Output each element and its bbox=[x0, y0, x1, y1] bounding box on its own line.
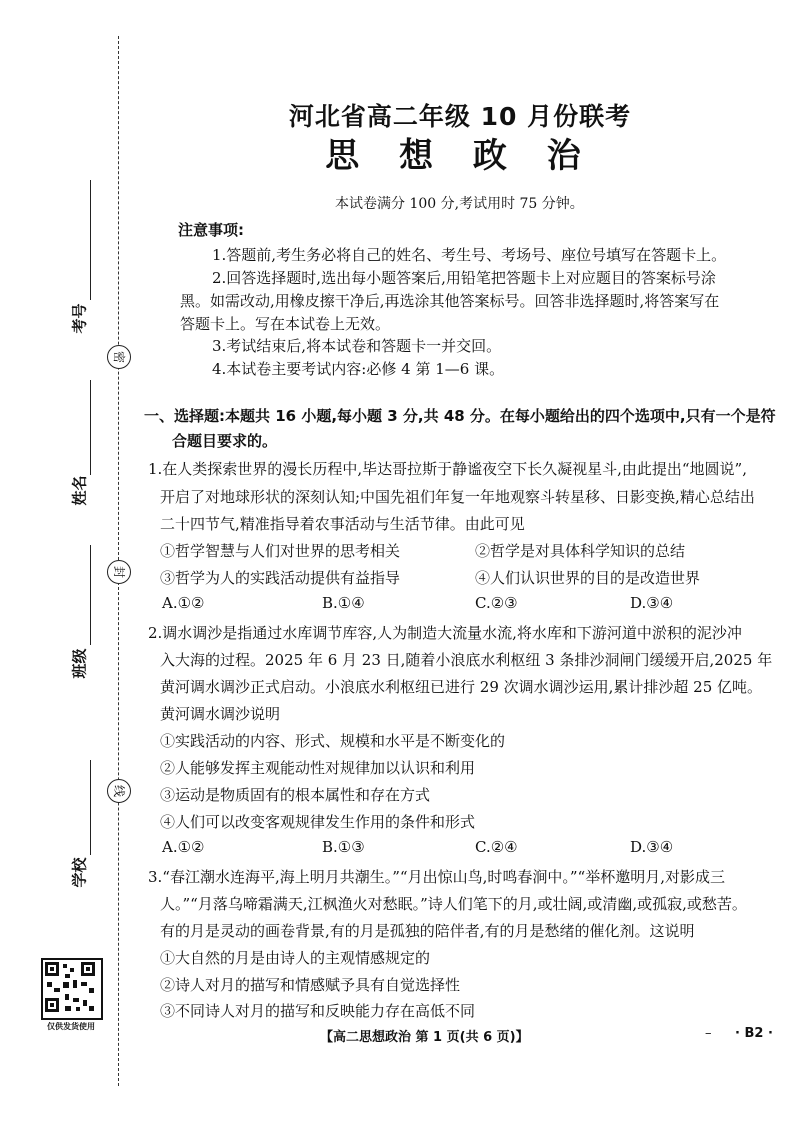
notice-item-3: 3.考试结束后,将本试卷和答题卡一并交回。 bbox=[212, 337, 502, 355]
qr-caption: 仅供发货使用 bbox=[47, 1021, 95, 1031]
q2-option-a[interactable]: A.①② bbox=[162, 838, 205, 856]
seal-mark-mi: 密 bbox=[107, 345, 131, 369]
q3-statement-1: ①大自然的月是由诗人的主观情感规定的 bbox=[160, 949, 431, 967]
field-xuexiao-label: 学校 bbox=[70, 857, 89, 888]
q2-statement-2: ②人能够发挥主观能动性对规律加以认识和利用 bbox=[160, 759, 476, 777]
score-note: 本试卷满分 100 分,考试用时 75 分钟。 bbox=[335, 196, 584, 212]
notice-item-1: 1.答题前,考生务必将自己的姓名、考生号、考场号、座位号填写在答题卡上。 bbox=[212, 246, 727, 264]
q1-stem-line: 开启了对地球形状的深刻认知;中国先祖们年复一年地观察斗转星移、日影变换,精心总结出 bbox=[160, 488, 755, 506]
exam-title: 河北省高二年级 10 月份联考 bbox=[288, 102, 632, 131]
field-xuexiao-line[interactable] bbox=[90, 760, 91, 855]
q2-statement-1: ①实践活动的内容、形式、规模和水平是不断变化的 bbox=[160, 732, 506, 750]
q2-option-c[interactable]: C.②④ bbox=[475, 838, 518, 856]
field-xingming-label: 姓名 bbox=[70, 475, 89, 506]
subject-title: 思 想 政 治 bbox=[325, 136, 595, 176]
notice-item-2-cont: 黑。如需改动,用橡皮擦干净后,再选涂其他答案标号。回答非选择题时,将答案写在 bbox=[180, 292, 720, 310]
q1-statement-1: ①哲学智慧与人们对世界的思考相关 bbox=[160, 542, 401, 560]
seal-mark-feng: 封 bbox=[107, 560, 131, 584]
q1-option-b[interactable]: B.①④ bbox=[322, 594, 365, 612]
field-kaohao-label: 考号 bbox=[70, 303, 89, 334]
seal-mark-xian: 线 bbox=[107, 779, 131, 803]
notice-item-2-end: 答题卡上。写在本试卷上无效。 bbox=[180, 315, 391, 333]
q1-statement-3: ③哲学为人的实践活动提供有益指导 bbox=[160, 569, 401, 587]
field-banji-label: 班级 bbox=[70, 648, 89, 679]
notice-item-4: 4.本试卷主要考试内容:必修 4 第 1—6 课。 bbox=[212, 360, 505, 378]
q1-stem-line: 二十四节气,精准指导着农事活动与生活节律。由此可见 bbox=[160, 515, 525, 533]
q3-statement-3: ③不同诗人对月的描写和反映能力存在高低不同 bbox=[160, 1002, 476, 1020]
q1-option-d[interactable]: D.③④ bbox=[630, 594, 674, 612]
field-xingming-line[interactable] bbox=[90, 380, 91, 475]
page-footer: 【高二思想政治 第 1 页(共 6 页)】 bbox=[320, 1030, 529, 1045]
q1-statement-4: ④人们认识世界的目的是改造世界 bbox=[475, 569, 701, 587]
q2-stem-line: 黄河调水调沙正式启动。小浪底水利枢纽已进行 29 次调水调沙运用,累计排沙超 25 亿吨。 bbox=[160, 678, 763, 696]
qr-code bbox=[41, 958, 103, 1020]
q2-statement-4: ④人们可以改变客观规律发生作用的条件和形式 bbox=[160, 813, 476, 831]
notice-item-2: 2.回答选择题时,选出每小题答案后,用铅笔把答题卡上对应题目的答案标号涂 bbox=[212, 269, 716, 287]
q3-stem-line: 3.“春江潮水连海平,海上明月共潮生。”“月出惊山鸟,时鸣春涧中。”“举杯邀明月,对影成三 bbox=[148, 868, 725, 886]
q1-statement-2: ②哲学是对具体科学知识的总结 bbox=[475, 542, 686, 560]
q3-stem-line: 有的月是灵动的画卷背景,有的月是孤独的陪伴者,有的月是愁绪的催化剂。这说明 bbox=[160, 922, 695, 940]
q3-stem-line: 人。”“月落乌啼霜满天,江枫渔火对愁眠。”诗人们笔下的月,或壮阔,或清幽,或孤寂,或愁苦。 bbox=[160, 895, 747, 913]
q1-option-c[interactable]: C.②③ bbox=[475, 594, 518, 612]
section-heading: 一、选择题:本题共 16 小题,每小题 3 分,共 48 分。在每小题给出的四个选项中,只有一个是符 bbox=[144, 407, 776, 425]
q3-statement-2: ②诗人对月的描写和情感赋予具有自觉选择性 bbox=[160, 976, 461, 994]
q2-statement-3: ③运动是物质固有的根本属性和存在方式 bbox=[160, 786, 431, 804]
footer-dash: – bbox=[705, 1026, 712, 1041]
q1-stem-line: 1.在人类探索世界的漫长历程中,毕达哥拉斯于静谧夜空下长久凝视星斗,由此提出“地圆说”, bbox=[148, 460, 747, 478]
q2-stem-line: 黄河调水调沙说明 bbox=[160, 705, 281, 723]
q2-stem-line: 入大海的过程。2025 年 6 月 23 日,随着小浪底水利枢纽 3 条排沙洞闸门缓缓开启,2025 年 bbox=[160, 651, 773, 669]
q2-option-d[interactable]: D.③④ bbox=[630, 838, 674, 856]
field-kaohao-line[interactable] bbox=[90, 180, 91, 300]
q1-option-a[interactable]: A.①② bbox=[162, 594, 205, 612]
footer-code: · B2 · bbox=[735, 1026, 773, 1041]
section-heading-cont: 合题目要求的。 bbox=[172, 432, 278, 450]
q2-stem-line: 2.调水调沙是指通过水库调节库容,人为制造大流量水流,将水库和下游河道中淤积的泥沙冲 bbox=[148, 624, 742, 642]
q2-option-b[interactable]: B.①③ bbox=[322, 838, 365, 856]
field-banji-line[interactable] bbox=[90, 545, 91, 645]
notice-heading: 注意事项: bbox=[178, 221, 244, 239]
